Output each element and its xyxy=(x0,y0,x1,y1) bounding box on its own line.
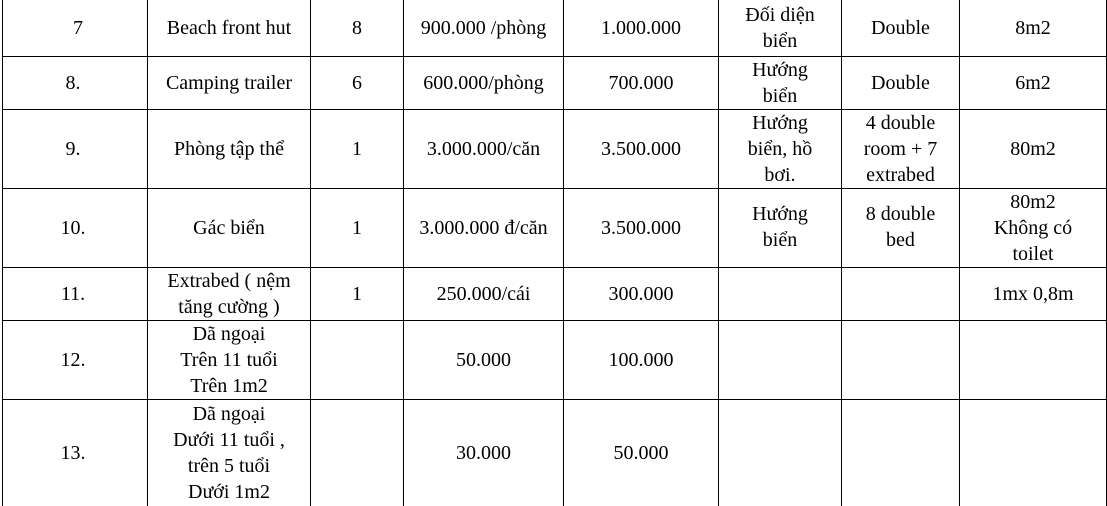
room-surcharge: 700.000 xyxy=(564,56,719,109)
table-row xyxy=(3,399,1107,506)
bed-type: Double xyxy=(842,56,960,109)
room-price: 600.000/phòng xyxy=(404,56,564,109)
row-number: 9. xyxy=(3,109,148,188)
room-view: Hướng biển xyxy=(719,56,842,109)
room-view xyxy=(719,267,842,320)
room-area xyxy=(960,320,1107,399)
row-number: 7 xyxy=(3,0,148,56)
table-row xyxy=(3,320,1107,399)
room-type: Extrabed ( nệm tăng cường ) xyxy=(148,267,311,320)
room-count xyxy=(311,399,404,506)
room-count: 1 xyxy=(311,188,404,267)
row-number: 12. xyxy=(3,320,148,399)
room-price-table xyxy=(2,0,1107,506)
bed-type: 8 double bed xyxy=(842,188,960,267)
room-area: 1mx 0,8m xyxy=(960,267,1107,320)
row-number: 13. xyxy=(3,399,148,506)
room-count: 1 xyxy=(311,267,404,320)
room-count: 1 xyxy=(311,109,404,188)
room-count: 8 xyxy=(311,0,404,56)
table-row xyxy=(3,267,1107,320)
table-row xyxy=(3,56,1107,109)
table-row xyxy=(3,0,1107,56)
table-row xyxy=(3,188,1107,267)
bed-type: 4 double room + 7 extrabed xyxy=(842,109,960,188)
room-surcharge: 100.000 xyxy=(564,320,719,399)
room-surcharge: 50.000 xyxy=(564,399,719,506)
room-view xyxy=(719,320,842,399)
room-view: Hướng biển, hồ bơi. xyxy=(719,109,842,188)
room-price: 50.000 xyxy=(404,320,564,399)
room-type: Phòng tập thể xyxy=(148,109,311,188)
room-area xyxy=(960,399,1107,506)
room-surcharge: 3.500.000 xyxy=(564,109,719,188)
room-count xyxy=(311,320,404,399)
bed-type xyxy=(842,399,960,506)
room-price: 900.000 /phòng xyxy=(404,0,564,56)
row-number: 11. xyxy=(3,267,148,320)
room-view: Hướng biển xyxy=(719,188,842,267)
room-surcharge: 3.500.000 xyxy=(564,188,719,267)
room-type: Dã ngoại Dưới 11 tuổi , trên 5 tuổi Dưới 1m2 xyxy=(148,399,311,506)
room-type: Dã ngoại Trên 11 tuổi Trên 1m2 xyxy=(148,320,311,399)
row-number: 8. xyxy=(3,56,148,109)
room-count: 6 xyxy=(311,56,404,109)
room-type: Beach front hut xyxy=(148,0,311,56)
room-view: Đối diện biển xyxy=(719,0,842,56)
room-price: 250.000/cái xyxy=(404,267,564,320)
bed-type xyxy=(842,320,960,399)
room-area: 8m2 xyxy=(960,0,1107,56)
room-surcharge: 1.000.000 xyxy=(564,0,719,56)
room-view xyxy=(719,399,842,506)
room-surcharge: 300.000 xyxy=(564,267,719,320)
room-type: Gác biển xyxy=(148,188,311,267)
room-type: Camping trailer xyxy=(148,56,311,109)
room-area: 80m2 Không có toilet xyxy=(960,188,1107,267)
room-area: 80m2 xyxy=(960,109,1107,188)
room-price: 3.000.000 đ/căn xyxy=(404,188,564,267)
room-price: 30.000 xyxy=(404,399,564,506)
row-number: 10. xyxy=(3,188,148,267)
bed-type: Double xyxy=(842,0,960,56)
bed-type xyxy=(842,267,960,320)
room-price: 3.000.000/căn xyxy=(404,109,564,188)
room-area: 6m2 xyxy=(960,56,1107,109)
table-row xyxy=(3,109,1107,188)
